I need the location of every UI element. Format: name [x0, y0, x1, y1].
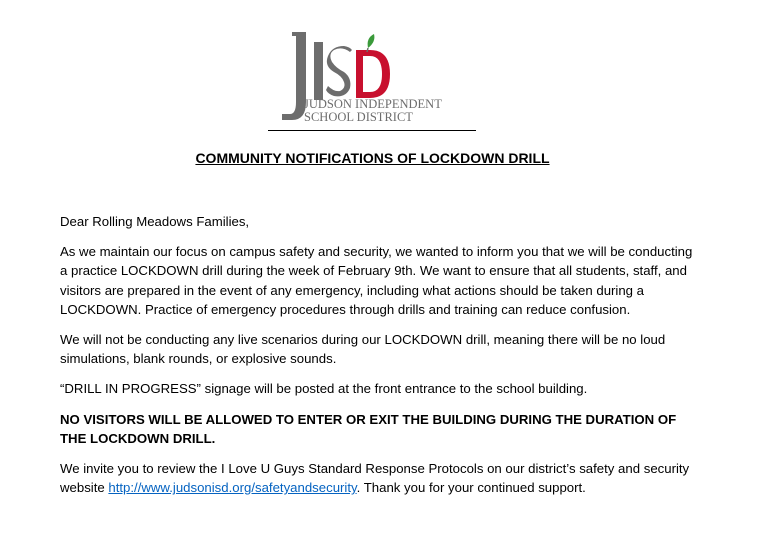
document-title: COMMUNITY NOTIFICATIONS OF LOCKDOWN DRILL — [195, 150, 550, 166]
logo-text-line1: JUDSON INDEPENDENT — [304, 97, 442, 111]
letter-body — [60, 212, 700, 508]
jisd-logo-graphic — [270, 28, 480, 132]
paragraph-intro: As we maintain our focus on campus safety and security, we wanted to inform you that we will be conducting a practice LOCKDOWN drill during the week of February 9th. We want to ensure that all students, staff, and visitors are prepared in the event of any emergency, including what actions should be taken during a LOCKDOWN. Practice of emergency procedures through drills and training can reduce confusion. — [60, 244, 693, 317]
paragraph-signage: “DRILL IN PROGRESS” signage will be posted at the front entrance to the school building. — [60, 381, 588, 397]
logo-letter-j — [282, 32, 306, 120]
logo-letter-s — [326, 46, 352, 96]
logo-letter-d — [356, 50, 390, 98]
logo-text-line2: SCHOOL DISTRICT — [304, 110, 413, 124]
paragraph-no-visitors: NO VISITORS WILL BE ALLOWED TO ENTER OR EXIT THE BUILDING DURING THE DURATION OF THE LOCKDOWN DRILL. — [60, 411, 677, 446]
logo-divider — [268, 130, 476, 131]
invite-closing: . Thank you for your continued support. — [356, 480, 586, 496]
greeting: Dear Rolling Meadows Families, — [60, 214, 250, 229]
logo-letter-i — [314, 42, 323, 100]
apple-leaf-icon — [368, 34, 375, 48]
paragraph-invite — [60, 459, 700, 497]
paragraph-no-live-scenarios: We will not be conducting any live scenarios during our LOCKDOWN drill, meaning there will be no loud simulations, blank rounds, or explosive sounds. — [60, 332, 666, 367]
district-logo — [270, 28, 480, 132]
invite-text: We invite you to review the I Love U Guys Standard Response Protocols on our district’s safety and security website — [60, 461, 690, 496]
safety-website-link[interactable]: http://www.judsonisd.org/safetyandsecurity — [108, 480, 357, 496]
